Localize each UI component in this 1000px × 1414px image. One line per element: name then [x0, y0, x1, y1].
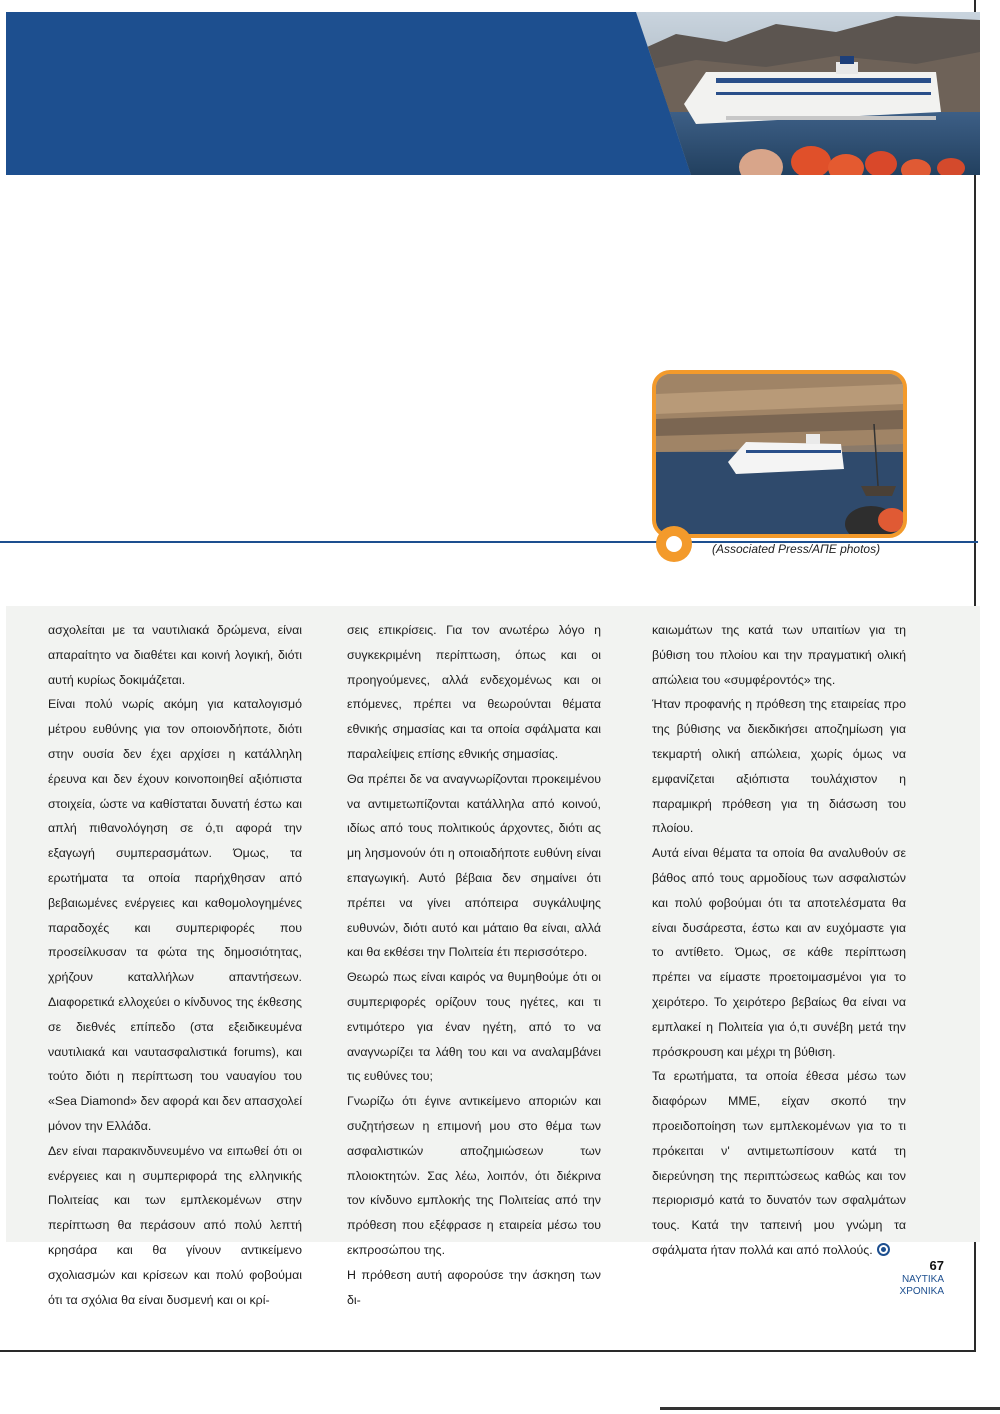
photo-credit: (Associated Press/ΑΠΕ photos)	[712, 542, 881, 556]
paragraph-last-text: Τα ερωτήματα, τα οποία έθεσα μέσω των διαφόρων ΜΜΕ, είχαν σκοπό την προειδοποίηση των εμπλεκομένων για το τι πρόκειται ν' αντιμετωπίσουν κατά τη διερεύνηση της περιπτώσεως καθώς και τον περιορισμό κατά το δυνατόν των σφαλμάτων τους. Κατά την ταπεινή μου γνώμη τα σφάλματα ήταν πολλά και από πολλούς.	[652, 1069, 906, 1257]
paragraph: Η πρόθεση αυτή αφορούσε την άσκηση των δι-	[347, 1267, 601, 1307]
article-column-2	[347, 618, 601, 1312]
paragraph: ασχολείται με τα ναυτιλιακά δρώμενα, είναι απαραίτητο να διαθέτει και κοινή λογική, διότι αυτή κυρίως δοκιμάζεται.	[48, 623, 302, 687]
paragraph-last	[652, 1064, 906, 1262]
header-photo	[636, 12, 980, 175]
paragraph: Γνωρίζω ότι έγινε αντικείμενο αποριών και συζητήσεων η επιμονή μου στο θέμα των ασφαλιστικών αποζημιώσεων των πλοιοκτητών. Σας λέω, λοιπόν, ότι διέκρινα τον κίνδυνο εμπλοκής της Πολιτείας από την πρόθεση που εξέφρασε η εταιρεία μέσω του εκπροσώπου της.	[347, 1094, 601, 1257]
paragraph: Αυτά είναι θέματα τα οποία θα αναλυθούν σε βάθος από τους αρμοδίους των ασφαλιστών και πολύ φοβούμαι ότι τα αποτελέσματα θα είναι δυσάρεστα, έστω και αν ευχόμαστε για το αντίθετο. Όμως, σε κάθε περίπτωση πρέπει να είμαστε προετοιμασμένοι για το χειρότερο. Το χειρότερο βεβαίως θα είναι να εμπλακεί η Πολιτεία για ό,τι συνέβη μετά την πρόσκρουση και μέχρι τη βύθιση.	[652, 846, 906, 1059]
paragraph: Είναι πολύ νωρίς ακόμη για καταλογισμό μέτρου ευθύνης για τον οποιονδήποτε, διότι στην ουσία δεν έχει αρχίσει η κατάλληλη έρευνα και δεν έχουν κοινοποιηθεί αξιόπιστα στοιχεία, ώστε να καθίσταται δυνατή έστω και απλή πιθανολόγηση σε ό,τι αφορά την εξαγωγή συμπερασμάτων. Όμως, τα ερωτήματα τα οποία παρήχθησαν από βεβαιωμένες ενέργειες και καθομολογημένες παραδοχές και συμπεριφορές που προσείλκυσαν τα φώτα της δημοσιότητας, χρήζουν καταλλήλων απαντήσεων. Διαφορετικά ελλοχεύει ο κίνδυνος της έκθεσης σε διεθνές επίπεδο (στα εξειδικευμένα ναυτιλιακά και ναυτασφαλιστικά forums), και τούτο διότι η περίπτωση του ναυαγίου του «Sea Diamond» δεν αφορά και δεν απασχολεί μόνον την Ελλάδα.	[48, 697, 302, 1133]
paragraph: Ήταν προφανής η πρόθεση της εταιρείας προ της βύθισης να διεκδικήσει αποζημίωση για τεκμαρτή ολική απώλεια, χωρίς όμως να εμφανίζεται αξιόπιστα τουλάχιστον η παραμικρή πρόθεση για τη διάσωση του πλοίου.	[652, 697, 906, 836]
paragraph: Θεωρώ πως είναι καιρός να θυμηθούμε ότι οι συμπεριφορές ορίζουν τους ηγέτες, και τι εντιμότερο για έναν ηγέτη, από το να αναγνωρίζει τα λάθη του και να αναλαμβάνει τις ευθύνες του;	[347, 970, 601, 1084]
page-number: 67	[929, 1258, 944, 1273]
inset-photo-image	[656, 374, 903, 534]
caption-ring-icon	[656, 526, 692, 562]
magazine-name-line1: ΝΑΥΤΙΚΑ	[901, 1274, 944, 1285]
article-column-1	[48, 618, 302, 1312]
header-band	[6, 12, 980, 175]
paragraph: καιωμάτων της κατά των υπαιτίων για τη βύθιση του πλοίου και την πραγματική ολική απώλεια του «συμφέροντός» της.	[652, 623, 906, 687]
end-mark-icon	[877, 1243, 890, 1256]
magazine-name-line2: ΧΡΟΝΙΚΑ	[899, 1286, 944, 1297]
inset-photo	[652, 370, 907, 538]
paragraph: Δεν είναι παρακινδυνευμένο να ειπωθεί ότι οι ενέργειες και η συμπεριφορά της ελληνικής Πολιτείας και των εμπλεκομένων στην περίπτωση θα περάσουν από πολύ λεπτή κρησάρα και θα γίνουν αντικείμενο σχολιασμών και κρίσεων και πολύ φοβούμαι ότι τα σχόλια θα είναι δυσμενή και οι κρί-	[48, 1143, 302, 1307]
paragraph: σεις επικρίσεις. Για τον ανωτέρω λόγο η συγκεκριμένη περίπτωση, όπως και οι προηγούμενες, αλλά ενδεχομένως και οι επόμενες, πρέπει να θεωρούνται θέματα εθνικής σημασίας και τα οποία σφάλματα και παραλείψεις επίσης εθνικής σημασίας.	[347, 623, 601, 761]
paragraph: Θα πρέπει δε να αναγνωρίζονται προκειμένου να αντιμετωπίζονται κατάλληλα από κοινού, ιδίως από τους πολιτικούς άρχοντες, διότι ας μη λησμονούν ότι η οποιαδήποτε ευθύνη είναι επαγωγική. Αυτό βέβαια δεν σημαίνει ότι πρέπει να γίνει απόπειρα συγκάλυψης ευθυνών, διότι αυτό και μάταιο θα είναι, αλλά και θα εκθέσει την Πολιτεία έτι περισσότερο.	[347, 771, 601, 960]
folio	[900, 1258, 944, 1298]
article-column-3	[652, 618, 906, 1263]
bottom-rule	[660, 1407, 1000, 1410]
